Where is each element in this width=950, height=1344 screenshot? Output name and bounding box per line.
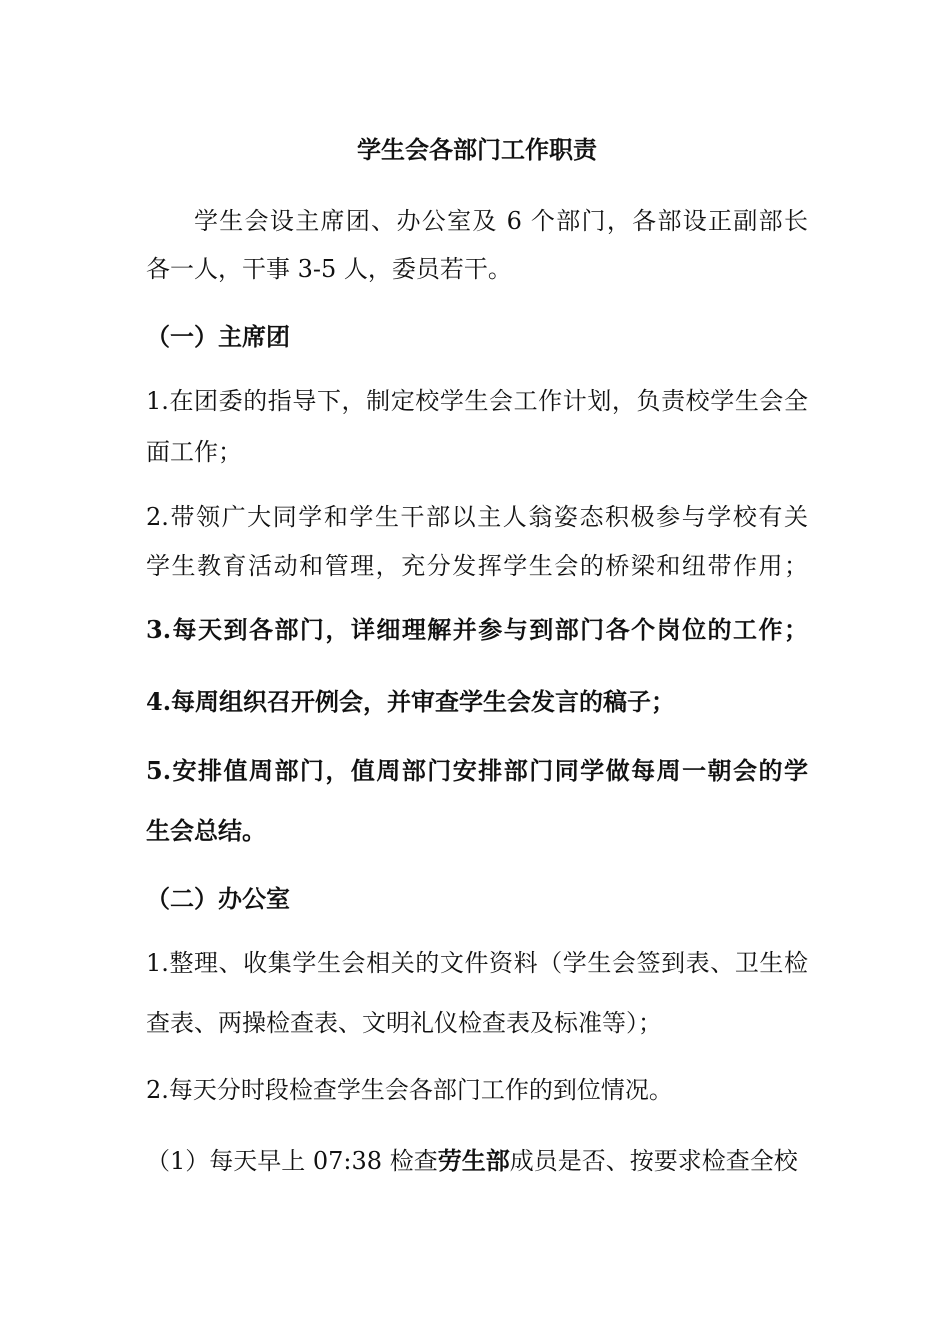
section-2-item-1-line-1: 1.整理、收集学生会相关的文件资料（学生会签到表、卫生检 [146, 949, 808, 977]
intro-line-2: 各一人，干事 3-5 人，委员若干。 [146, 255, 512, 283]
section-2-sub-1 [146, 1145, 808, 1177]
section-1-item-2-line-1: 2.带领广大同学和学生干部以主人翁姿态积极参与学校有关 [146, 503, 808, 531]
section-2-item-2: 2.每天分时段检查学生会各部门工作的到位情况。 [146, 1076, 673, 1104]
section-1-item-2-line-2: 学生教育活动和管理，充分发挥学生会的桥梁和纽带作用； [146, 552, 808, 580]
section-2-item-1-line-2: 查表、两操检查表、文明礼仪检查表及标准等）； [146, 1009, 662, 1037]
document-title: 学生会各部门工作职责 [357, 135, 597, 164]
section-1-item-5-line-1: 5.安排值周部门，值周部门安排部门同学做每周一朝会的学 [146, 756, 808, 785]
section-1-item-1-line-2: 面工作； [146, 438, 242, 466]
section-1-item-4: 4.每周组织召开例会，并审查学生会发言的稿子； [146, 687, 676, 716]
section-2-sub-1-suffix: 成员是否、按要求检查全校 [509, 1147, 798, 1175]
section-1-heading: （一）主席团 [146, 322, 290, 351]
section-1-item-3: 3.每天到各部门，详细理解并参与到部门各个岗位的工作； [146, 615, 808, 644]
document-page [146, 0, 808, 1344]
section-1-item-1-line-1: 1.在团委的指导下，制定校学生会工作计划，负责校学生会全 [146, 387, 808, 415]
section-2-sub-1-prefix: （1）每天早上 07:38 检查 [146, 1147, 438, 1175]
section-2-sub-1-bold: 劳生部 [437, 1146, 510, 1175]
intro-line-1: 学生会设主席团、办公室及 6 个部门，各部设正副部长 [194, 207, 808, 235]
section-2-heading: （二）办公室 [146, 884, 290, 913]
section-1-item-5-line-2: 生会总结。 [146, 816, 266, 845]
